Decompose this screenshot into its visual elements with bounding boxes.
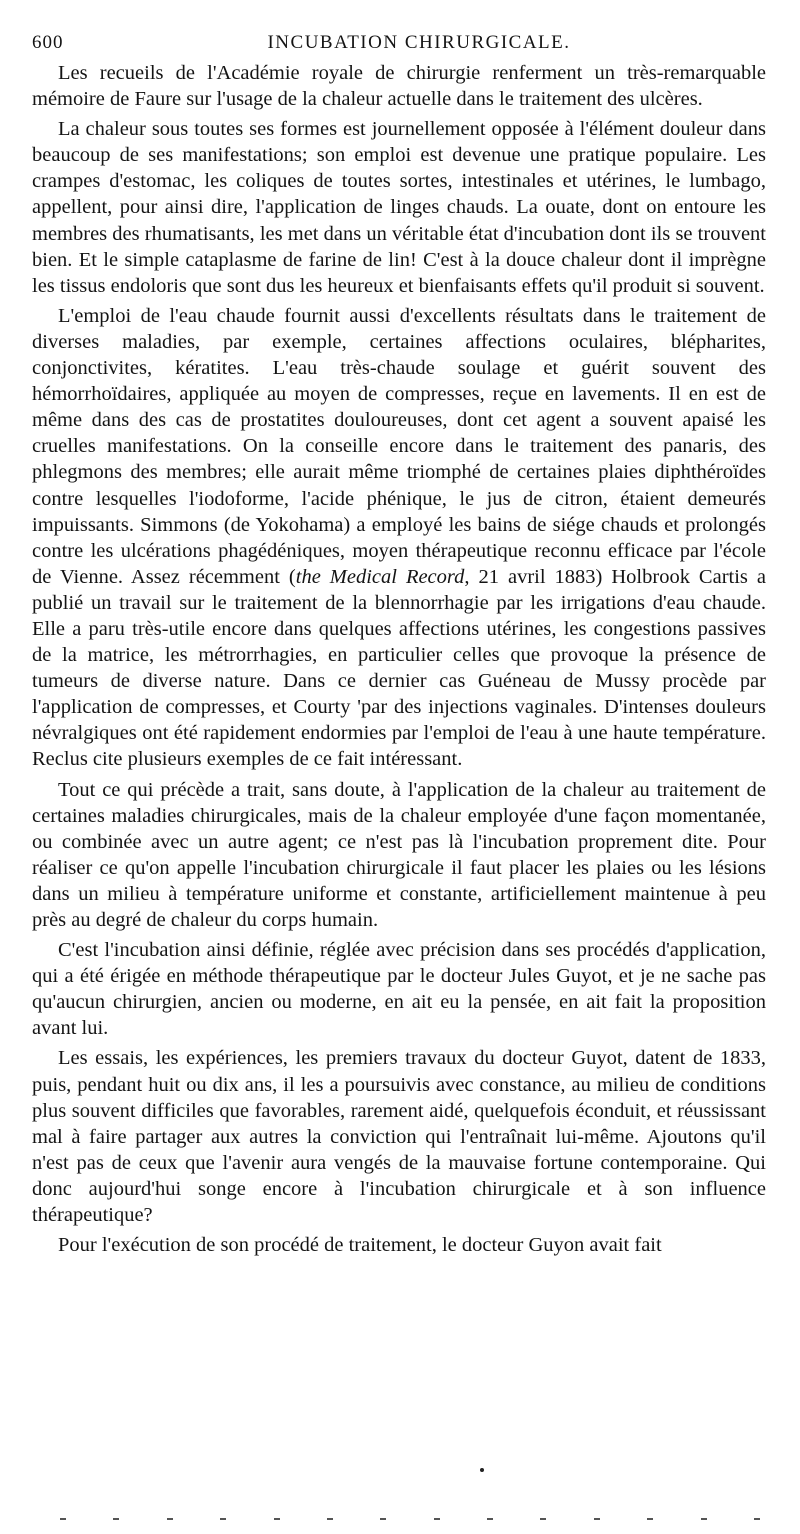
print-speck xyxy=(480,1468,484,1472)
paragraph-faure-memoire: Les recueils de l'Académie royale de chirurgie renferment un très-remarquable mémoire de Faure sur l'usage de la chaleur actuelle dans le traitement des ulcères. xyxy=(32,62,766,111)
journal-title: the Medical Record xyxy=(295,565,465,588)
running-head xyxy=(32,24,766,60)
paragraph-guyot-essais: Les essais, les expériences, les premiers travaux du docteur Guyot, datent de 1833, puis, pendant huit ou dix ans, il les a poursuivis avec constance, au milieu de conditions plus souvent difficiles que favorables, rarement aidé, quelquefois éconduit, et réussissant mal à faire partager aux autres la conviction qui l'entraînait lui-même. Ajoutons qu'il n'est pas de ceux que l'avenir aura vengés de la mauvaise fortune contemporaine. Qui donc aujourd'hui songe encore à l'incubation chirurgicale et à son influence thérapeutique? xyxy=(32,1047,766,1227)
running-title: INCUBATION CHIRURGICALE. xyxy=(267,32,571,53)
scan-artifacts xyxy=(60,1518,760,1522)
eau-chaude-text-after: , 21 avril 1883) Holbrook Cartis a publié un travail sur le traitement de la blennorrhagie par les irrigations d'eau chaude. Elle a paru très-utile encore dans quelques affections utérines, les congestions passives de la matrice, les métrorrhagies, en particulier celles que provoque la présence de tumeurs de diverse nature. Dans ce dernier cas Guéneau de Mussy procède par l'application de compresses, et Courty 'par des injections vaginales. D'intenses douleurs névralgiques ont été rapidement endormies par l'emploi de l'eau à une haute température. Reclus cite plusieurs exemples de ce fait intéressant. xyxy=(32,565,766,771)
paragraph-eau-chaude xyxy=(32,303,766,773)
book-page xyxy=(32,24,766,1258)
paragraph-guyot-methode: C'est l'incubation ainsi définie, réglée avec précision dans ses procédés d'application, qui a été érigée en méthode thérapeutique par le docteur Jules Guyot, et je ne sache pas qu'aucun chirurgien, ancien ou moderne, en ait eu la pensée, en ait fait la proposition avant lui. xyxy=(32,939,766,1040)
paragraph-incubation-definition: Tout ce qui précède a trait, sans doute, à l'application de la chaleur au traitement de certaines maladies chirurgicales, mais de la chaleur employée d'une façon momentanée, ou combinée avec un autre agent; ce n'est pas là l'incubation proprement dite. Pour réaliser ce qu'on appelle l'incubation chirurgicale il faut placer les plaies ou les lésions dans un milieu à température uniforme et constante, artificiellement maintenue à peu près au degré de chaleur du corps humain. xyxy=(32,778,766,931)
paragraph-chaleur-douleur: La chaleur sous toutes ses formes est journellement opposée à l'élément douleur dans beaucoup de ses manifestations; son emploi est devenue une pratique populaire. Les crampes d'estomac, les coliques de toutes sortes, intestinales et utérines, le lumbago, appellent, pour ainsi dire, l'application de linges chauds. La ouate, dont on entoure les membres des rhumatisants, les met dans un véritable état d'incubation dont ils se trouvent bien. Et le simple cataplasme de farine de lin! C'est à la douce chaleur dont il imprègne les tissus endoloris que sont dus les heureux et bienfaisants effets qu'il produit si souvent. xyxy=(32,118,766,297)
page-number: 600 xyxy=(32,32,64,53)
paragraph-procede-execution: Pour l'exécution de son procédé de traitement, le docteur Guyon avait fait xyxy=(58,1234,662,1257)
eau-chaude-text-before: L'emploi de l'eau chaude fournit aussi d'excellents résultats dans le traitement de diverses maladies, par exemple, certaines affections oculaires, blépharites, conjonctivites, kératites. L'eau très-chaude soulage et guérit souvent des hémorrhoïdaires, appliquée au moyen de compresses, reçue en lavements. Il en est de même dans des cas de prostatites douloureuses, dont cet agent a souvent apaisé les cruelles manifestations. On la conseille encore dans le traitement des panaris, des phlegmons des membres; elle aurait même triomphé de certaines plaies diphthéroïdes contre lesquelles l'iodoforme, l'acide phénique, le jus de citron, étaient demeurés impuissants. Simmons (de Yokohama) a employé les bains de siége chauds et prolongés contre les ulcérations phagédéniques, moyen thérapeutique reconnu efficace par l'école de Vienne. Assez récemment ( xyxy=(32,304,766,588)
body-text xyxy=(32,60,766,1258)
